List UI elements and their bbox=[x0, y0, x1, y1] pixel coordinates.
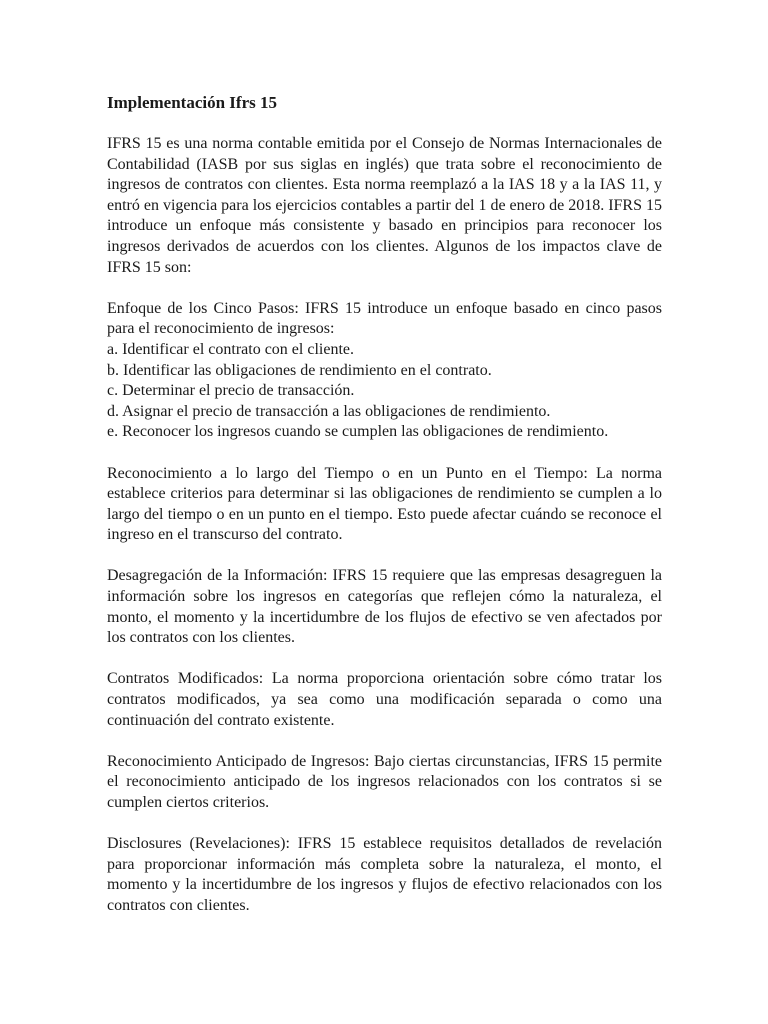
recognition-over-time-paragraph: Reconocimiento a lo largo del Tiempo o en un Punto en el Tiempo: La norma establece criterios para determinar si las obligaciones de rendimiento se cumplen a lo largo del tiempo o en un punto en el tiempo. Esto puede afectar cuándo se reconoce el ingreso en el transcurso del contrato. bbox=[107, 464, 662, 544]
intro-paragraph: IFRS 15 es una norma contable emitida por el Consejo de Normas Internacionales de Contabilidad (IASB por sus siglas en inglés) que trata sobre el reconocimiento de ingresos de contratos con clientes. Esta norma reemplazó a la IAS 18 y a la IAS 11, y entró en vigencia para los ejercicios contables a partir del 1 de enero de 2018. IFRS 15 introduce un enfoque más consistente y basado en principios para reconocer los ingresos derivados de acuerdos con los clientes. Algunos de los impactos clave de IFRS 15 son: bbox=[107, 135, 662, 276]
step-item: d. Asignar el precio de transacción a las obligaciones de rendimiento. bbox=[107, 402, 551, 420]
step-item: b. Identificar las obligaciones de rendimiento en el contrato. bbox=[107, 361, 492, 379]
document-title: Implementación Ifrs 15 bbox=[107, 93, 277, 112]
modified-contracts-paragraph: Contratos Modificados: La norma proporciona orientación sobre cómo tratar los contratos modificados, ya sea como una modificación separada o como una continuación del contrato existente. bbox=[107, 670, 662, 729]
document-page bbox=[107, 92, 662, 937]
disclosures-paragraph: Disclosures (Revelaciones): IFRS 15 establece requisitos detallados de revelación para proporcionar información más completa sobre la naturaleza, el monto, el momento y la incertidumbre de los ingresos y flujos de efectivo relacionados con los contratos con clientes. bbox=[107, 835, 662, 914]
disaggregation-paragraph: Desagregación de la Información: IFRS 15 requiere que las empresas desagreguen la información sobre los ingresos en categorías que reflejen cómo la naturaleza, el monto, el momento y la incertidumbre de los flujos de efectivo se ven afectados por los contratos con los clientes. bbox=[107, 567, 662, 647]
five-steps-intro: Enfoque de los Cinco Pasos: IFRS 15 introduce un enfoque basado en cinco pasos para el reconocimiento de ingresos: bbox=[107, 299, 662, 338]
step-item: a. Identificar el contrato con el cliente. bbox=[107, 340, 354, 358]
five-steps-section bbox=[107, 299, 662, 443]
early-recognition-paragraph: Reconocimiento Anticipado de Ingresos: Bajo ciertas circunstancias, IFRS 15 permite el reconocimiento anticipado de los ingresos relacionados con los contratos si se cumplen ciertos criterios. bbox=[107, 752, 662, 811]
step-item: e. Reconocer los ingresos cuando se cumplen las obligaciones de rendimiento. bbox=[107, 423, 609, 441]
step-item: c. Determinar el precio de transacción. bbox=[107, 382, 355, 400]
